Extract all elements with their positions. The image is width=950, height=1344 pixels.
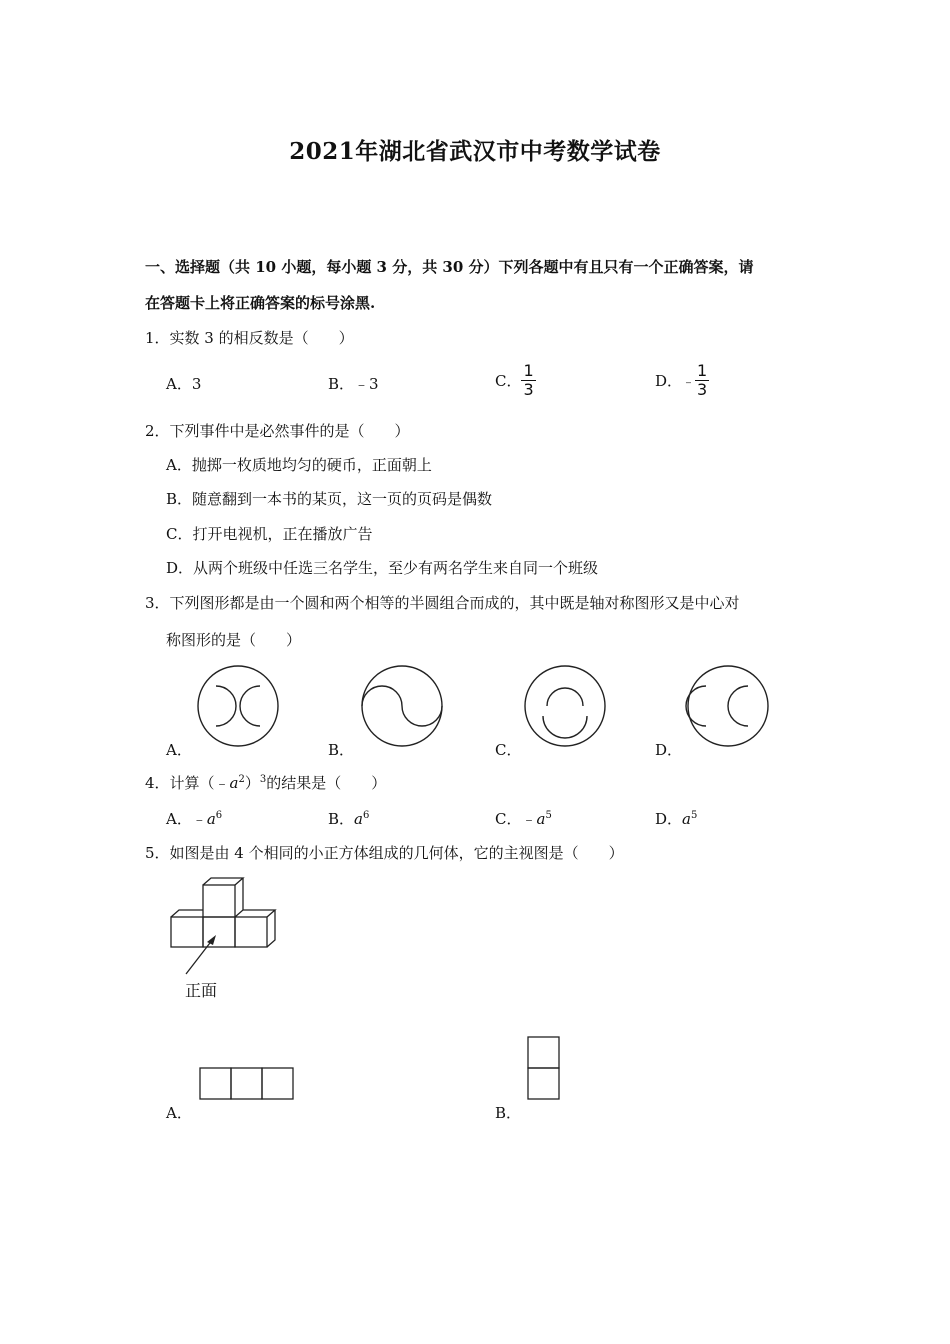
q4-option-b-exponent: 6 [362, 810, 370, 821]
q1-d-numerator: 1 [697, 361, 708, 380]
q1-option-d-sign: ﹣ [682, 375, 696, 390]
q5-option-a-figure [199, 1067, 295, 1101]
q1-c-denominator: 3 [523, 380, 534, 399]
q4-option-c-variable: a [536, 810, 546, 828]
q1-option-c-fraction [521, 362, 535, 399]
q4-stem-suffix: 的结果是（ ） [266, 774, 387, 792]
q3-figure-d [686, 664, 770, 748]
q2-option-d: D．从两个班级中任选三名学生，至少有两名学生来自同一个班级 [166, 559, 599, 577]
q4-stem-exponent-outer: 3 [259, 774, 267, 785]
q2-stem: 2．下列事件中是必然事件的是（ ） [145, 422, 410, 440]
q4-option-d-exponent: 5 [690, 810, 698, 821]
q5-option-a-label: A． [166, 1104, 192, 1122]
q4-stem-prefix: 4．计算（﹣ [145, 774, 230, 792]
q4-option-d-variable: a [682, 810, 691, 828]
q4-option-a [166, 808, 222, 829]
q5-cube-figure [166, 876, 284, 986]
q1-option-d-label: D． [655, 372, 683, 390]
q4-option-b-label: B． [328, 810, 355, 828]
q3-option-d-label: D． [655, 741, 683, 759]
q5-front-label: 正面 [185, 981, 218, 1000]
q1-c-numerator: 1 [523, 361, 534, 380]
q4-option-c-exponent: 5 [545, 810, 552, 821]
q5-option-b-label: B． [495, 1104, 522, 1122]
q3-figure-a [196, 664, 280, 748]
q4-option-a-variable: a [206, 810, 216, 828]
q4-stem-exponent-inner: 2 [238, 774, 245, 785]
q3-figure-c [523, 664, 607, 748]
q1-option-d-fraction [695, 362, 709, 399]
section-heading-line1: 一、选择题（共 10 小题，每小题 3 分，共 30 分）下列各题中有且只有一个正确答案，请 [145, 258, 754, 276]
q4-option-c-label: C．﹣ [495, 810, 537, 828]
q1-option-b: B．﹣3 [328, 375, 379, 393]
q3-stem-line1: 3．下列图形都是由一个圆和两个相等的半圆组合而成的，其中既是轴对称图形又是中心对 [145, 594, 740, 612]
q3-figure-b [360, 664, 444, 748]
q1-option-a: A．3 [166, 375, 202, 393]
q1-stem: 1．实数 3 的相反数是（ ） [145, 329, 354, 347]
q3-option-b-label: B． [328, 741, 355, 759]
q3-option-c-label: C． [495, 741, 522, 759]
q2-option-b: B．随意翻到一本书的某页，这一页的页码是偶数 [166, 490, 493, 508]
q5-option-b-figure [527, 1036, 561, 1101]
q4-option-a-label: A．﹣ [166, 810, 207, 828]
q4-option-b [328, 808, 369, 829]
q1-option-c-label: C． [495, 372, 522, 390]
q4-option-b-variable: a [354, 810, 363, 828]
q4-stem-close-paren: ） [244, 774, 260, 792]
section-heading-line2: 在答题卡上将正确答案的标号涂黑. [145, 294, 376, 312]
q3-option-a-label: A． [166, 741, 192, 759]
q4-option-d [655, 808, 697, 829]
q4-option-a-exponent: 6 [215, 810, 223, 821]
q5-stem: 5．如图是由 4 个相同的小正方体组成的几何体，它的主视图是（ ） [145, 844, 624, 862]
page-title: 2021年湖北省武汉市中考数学试卷 [289, 138, 661, 165]
q4-stem [145, 772, 386, 793]
q4-option-d-label: D． [655, 810, 683, 828]
q1-option-c [495, 362, 536, 399]
q1-option-d [655, 362, 709, 399]
q4-stem-variable: a [229, 774, 239, 792]
q1-d-denominator: 3 [697, 380, 708, 399]
q3-stem-line2: 称图形的是（ ） [166, 631, 302, 649]
q4-option-c [495, 808, 552, 829]
q2-option-a: A．抛掷一枚质地均匀的硬币，正面朝上 [166, 456, 432, 474]
q2-option-c: C．打开电视机，正在播放广告 [166, 525, 373, 543]
